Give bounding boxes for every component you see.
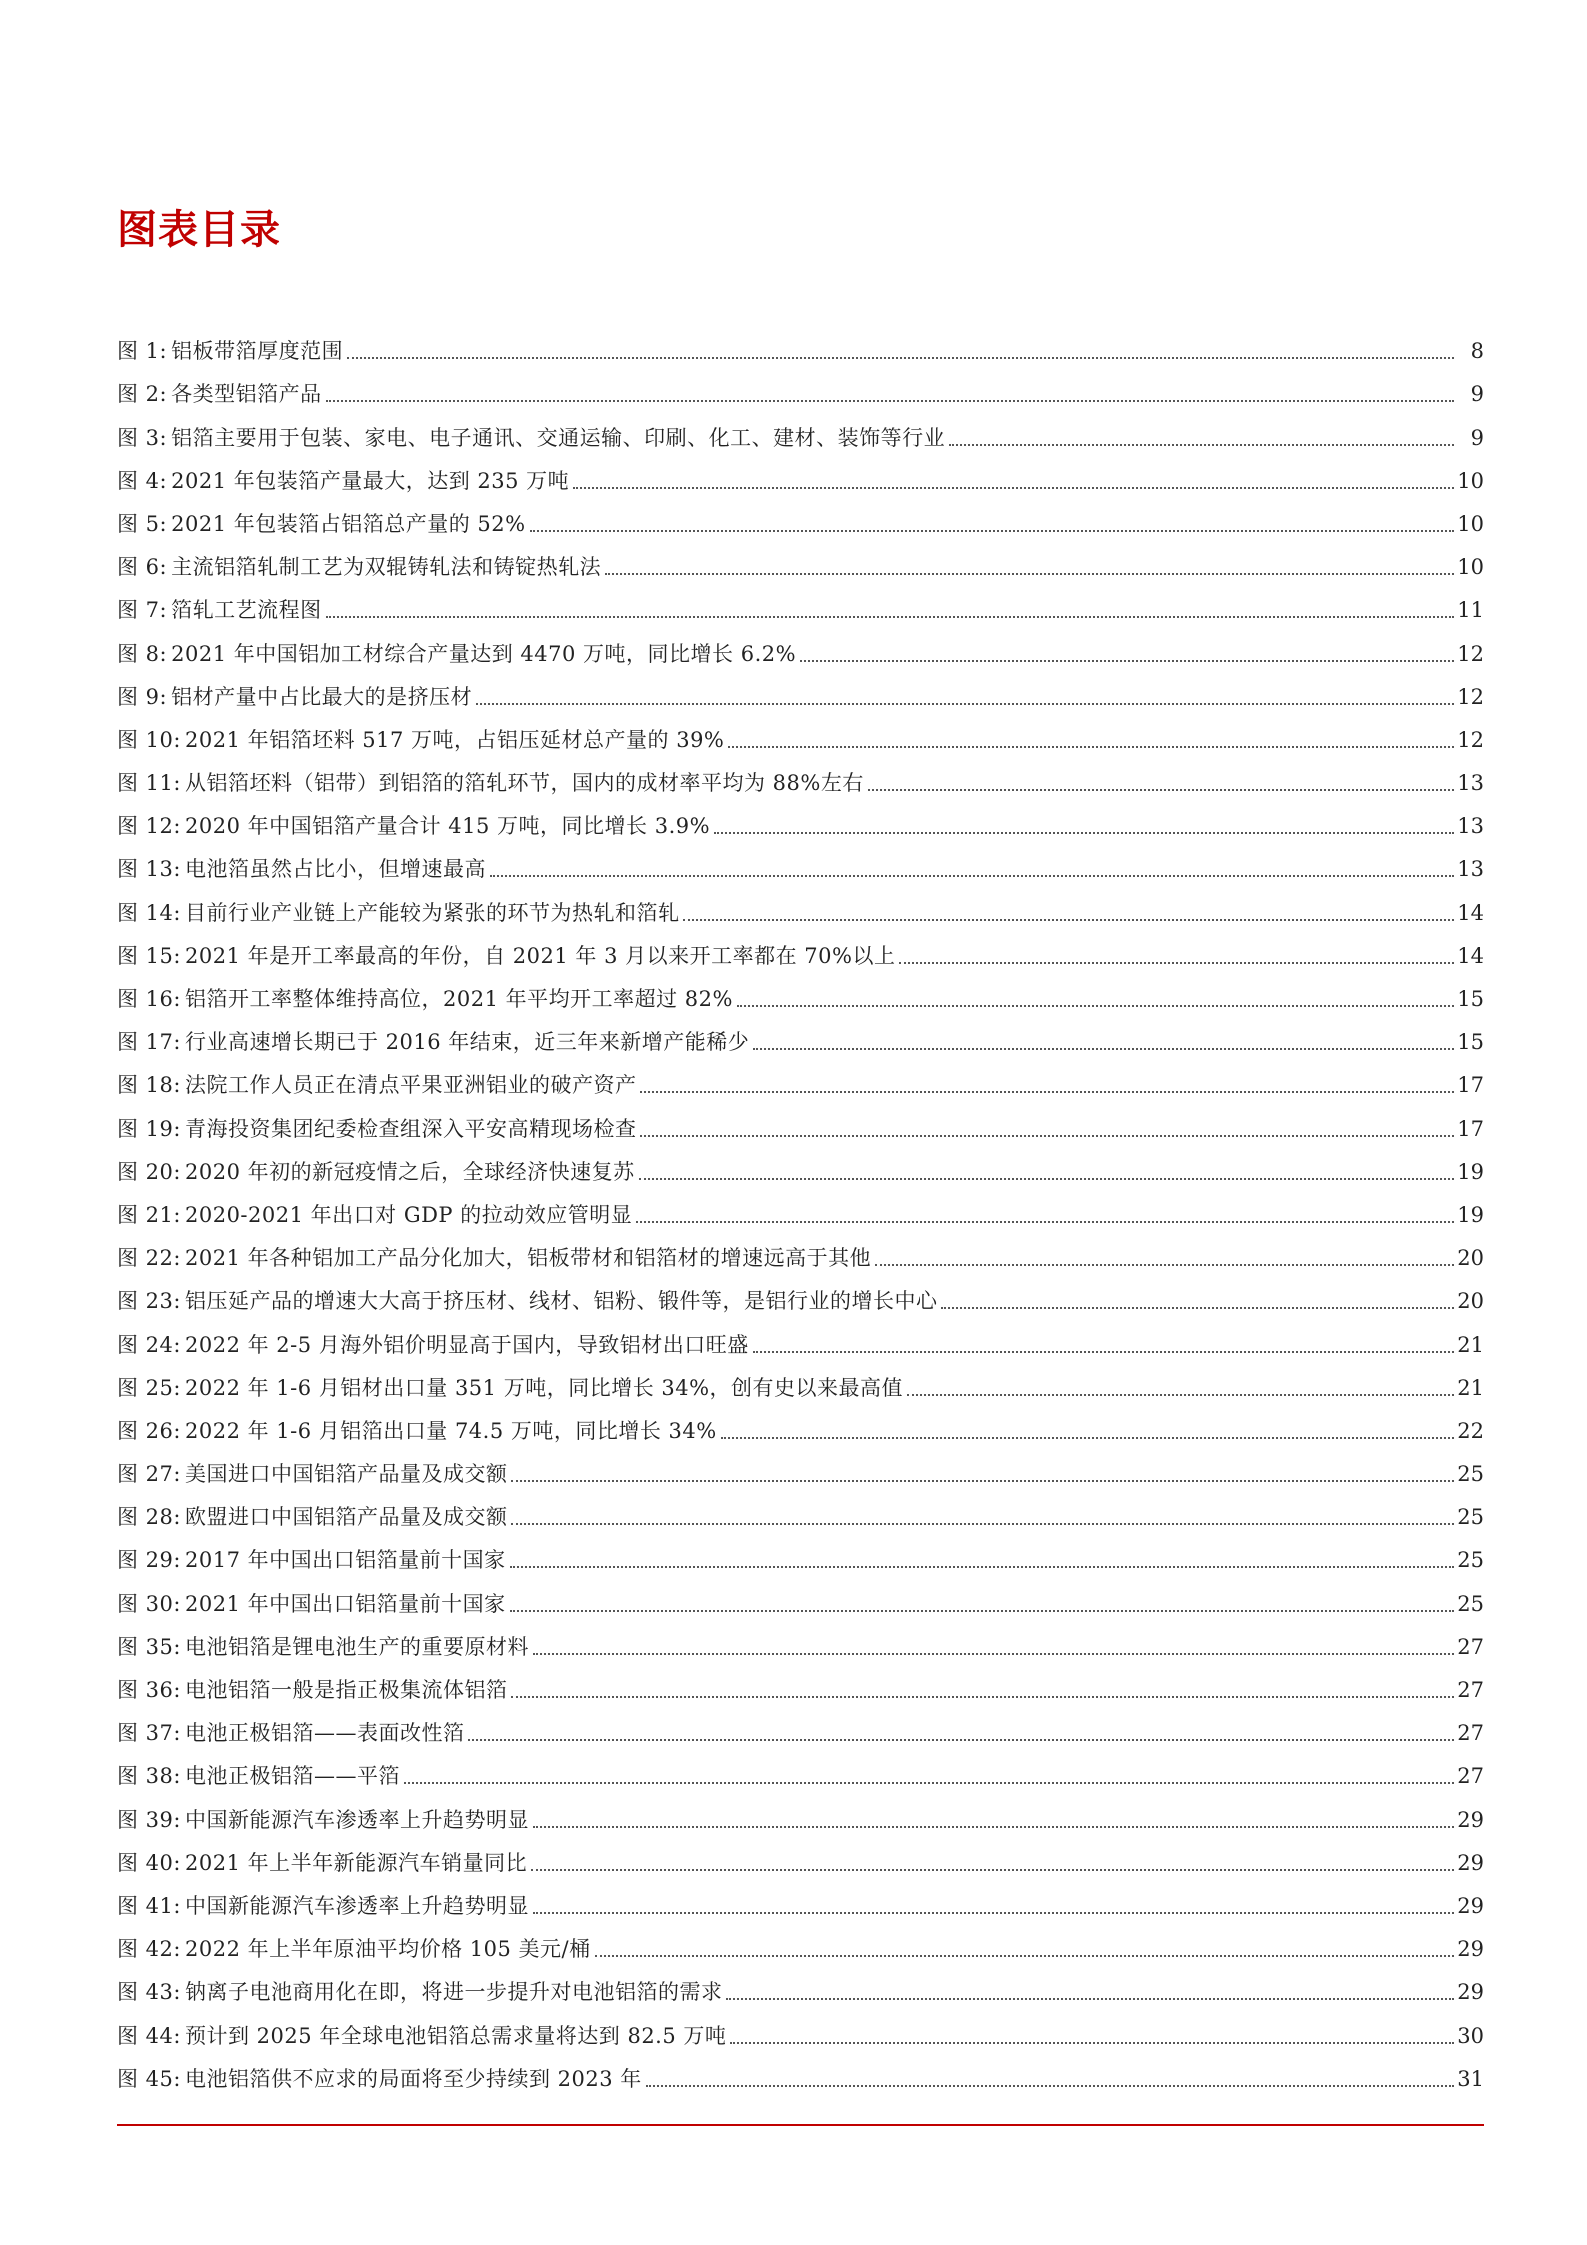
toc-entry-leader-dots: [511, 1523, 1454, 1525]
toc-entry[interactable]: [117, 970, 1484, 1013]
toc-entry-caption: 铝箔主要用于包装、家电、电子通讯、交通运输、印刷、化工、建材、装饰等行业: [171, 425, 946, 450]
toc-entry-caption: 2022 年 1-6 月铝材出口量 351 万吨，同比增长 34%，创有史以来最高值: [184, 1375, 904, 1400]
toc-entry[interactable]: [117, 1445, 1484, 1488]
toc-entry-label: 图 27:: [117, 1462, 181, 1487]
toc-entry-caption: 预计到 2025 年全球电池铝箔总需求量将达到 82.5 万吨: [184, 2023, 727, 2048]
toc-entry[interactable]: [117, 754, 1484, 797]
toc-entry-caption: 欧盟进口中国铝箔产品量及成交额: [184, 1505, 508, 1530]
toc-entry-caption: 青海投资集团纪委检查组深入平安高精现场检查: [184, 1116, 637, 1141]
page-title: 图表目录: [117, 207, 281, 253]
toc-entry-caption: 2021 年中国铝加工材综合产量达到 4470 万吨，同比增长 6.2%: [171, 641, 797, 666]
toc-entry-page-number: 22: [1457, 1418, 1484, 1443]
toc-entry-leader-dots: [530, 530, 1454, 532]
toc-entry-label: 图 38:: [117, 1764, 181, 1789]
toc-entry-leader-dots: [875, 1264, 1454, 1266]
toc-entry-caption: 2021 年包装箔产量最大，达到 235 万吨: [171, 468, 570, 493]
toc-entry-label: 图 44:: [117, 2023, 181, 2048]
toc-entry-label: 图 20:: [117, 1159, 181, 1184]
toc-entry-page-number: 27: [1457, 1678, 1484, 1702]
toc-entry-page-number: 12: [1457, 641, 1484, 666]
toc-entry-page-number: 11: [1457, 598, 1484, 623]
toc-entry-leader-dots: [800, 660, 1454, 662]
toc-entry[interactable]: [117, 1402, 1484, 1445]
toc-entry[interactable]: [117, 1013, 1484, 1056]
toc-entry-label: 图 39:: [117, 1807, 181, 1832]
toc-entry-leader-dots: [533, 1653, 1454, 1655]
toc-entry-label: 图 25:: [117, 1375, 181, 1400]
toc-entry-label: 图 17:: [117, 1030, 181, 1055]
toc-entry[interactable]: [117, 1618, 1484, 1661]
toc-entry[interactable]: [117, 495, 1484, 538]
toc-entry-page-number: 15: [1457, 1030, 1484, 1055]
toc-entry-caption: 2020 年初的新冠疫情之后，全球经济快速复苏: [184, 1159, 635, 1184]
toc-entry-leader-dots: [490, 875, 1454, 877]
toc-entry-leader-dots: [737, 1005, 1454, 1007]
toc-entry-label: 图 29:: [117, 1548, 181, 1573]
toc-entry-caption: 铝材产量中占比最大的是挤压材: [171, 684, 473, 709]
toc-entry-label: 图 9:: [117, 684, 168, 709]
toc-entry-leader-dots: [468, 1739, 1454, 1741]
toc-entry-caption: 2021 年各种铝加工产品分化加大，铝板带材和铝箔材的增速远高于其他: [184, 1246, 872, 1271]
toc-entry-leader-dots: [868, 789, 1454, 791]
toc-entry-leader-dots: [510, 1610, 1454, 1612]
toc-entry-page-number: 29: [1457, 1807, 1484, 1832]
toc-entry-page-number: 10: [1457, 468, 1484, 493]
toc-entry-label: 图 16:: [117, 987, 181, 1011]
toc-entry-page-number: 20: [1457, 1289, 1484, 1314]
toc-entry[interactable]: [117, 1315, 1484, 1358]
toc-entry-label: 图 36:: [117, 1678, 181, 1702]
figure-toc-list: [117, 322, 1484, 2093]
toc-entry[interactable]: [117, 840, 1484, 883]
toc-entry-leader-dots: [726, 1998, 1454, 2000]
toc-entry-caption: 从铝箔坯料（铝带）到铝箔的箔轧环节，国内的成材率平均为 88%左右: [184, 771, 864, 796]
toc-entry[interactable]: [117, 1359, 1484, 1402]
toc-entry-leader-dots: [646, 2085, 1454, 2087]
toc-entry-caption: 电池正极铝箔——表面改性箔: [184, 1721, 465, 1746]
toc-entry-leader-dots: [595, 1955, 1454, 1957]
toc-entry-label: 图 1:: [117, 339, 168, 364]
toc-entry[interactable]: [117, 322, 1484, 365]
toc-entry[interactable]: [117, 581, 1484, 624]
toc-entry-label: 图 4:: [117, 468, 168, 493]
toc-entry-leader-dots: [533, 1912, 1454, 1914]
toc-entry-label: 图 37:: [117, 1721, 181, 1746]
footer-divider: [117, 2124, 1484, 2126]
toc-entry-leader-dots: [728, 746, 1454, 748]
toc-entry-leader-dots: [511, 1480, 1454, 1482]
toc-entry-page-number: 20: [1457, 1246, 1484, 1271]
toc-entry[interactable]: [117, 1704, 1484, 1747]
toc-entry[interactable]: [117, 624, 1484, 667]
toc-entry[interactable]: [117, 1877, 1484, 1920]
toc-entry-caption: 2020 年中国铝箔产量合计 415 万吨，同比增长 3.9%: [184, 814, 711, 839]
toc-entry-label: 图 22:: [117, 1246, 181, 1271]
toc-entry-caption: 2022 年 1-6 月铝箔出口量 74.5 万吨，同比增长 34%: [184, 1418, 717, 1443]
toc-entry-leader-dots: [404, 1782, 1454, 1784]
toc-entry-label: 图 6:: [117, 555, 168, 580]
toc-entry-label: 图 26:: [117, 1418, 181, 1443]
toc-entry[interactable]: [117, 1272, 1484, 1315]
toc-entry-caption: 电池正极铝箔——平箔: [184, 1764, 400, 1789]
toc-entry[interactable]: [117, 1056, 1484, 1099]
toc-entry-leader-dots: [573, 487, 1454, 489]
toc-entry-page-number: 27: [1457, 1634, 1484, 1659]
toc-entry-page-number: 14: [1457, 900, 1484, 925]
toc-entry-leader-dots: [721, 1437, 1454, 1439]
toc-entry-leader-dots: [533, 1826, 1454, 1828]
toc-entry-page-number: 21: [1457, 1375, 1484, 1400]
toc-entry-label: 图 41:: [117, 1893, 181, 1918]
toc-entry[interactable]: [117, 1747, 1484, 1790]
toc-entry-page-number: 30: [1457, 2023, 1484, 2048]
toc-entry-caption: 箔轧工艺流程图: [171, 598, 322, 623]
toc-entry-label: 图 5:: [117, 511, 168, 536]
toc-entry-leader-dots: [476, 703, 1454, 705]
toc-entry-caption: 中国新能源汽车渗透率上升趋势明显: [184, 1893, 529, 1918]
toc-entry-leader-dots: [907, 1394, 1454, 1396]
toc-entry-label: 图 21:: [117, 1202, 181, 1227]
toc-entry-caption: 2017 年中国出口铝箔量前十国家: [184, 1548, 506, 1573]
toc-entry-label: 图 15:: [117, 943, 181, 968]
toc-entry[interactable]: [117, 797, 1484, 840]
toc-entry-label: 图 23:: [117, 1289, 181, 1314]
toc-entry-label: 图 30:: [117, 1591, 181, 1616]
toc-entry[interactable]: [117, 668, 1484, 711]
toc-entry-page-number: 17: [1457, 1116, 1484, 1141]
toc-entry-caption: 2021 年是开工率最高的年份，自 2021 年 3 月以来开工率都在 70%以上: [184, 943, 896, 968]
toc-entry-page-number: 25: [1457, 1462, 1484, 1487]
toc-entry-page-number: 15: [1457, 987, 1484, 1011]
toc-entry-caption: 各类型铝箔产品: [171, 382, 322, 407]
toc-entry-page-number: 21: [1457, 1332, 1484, 1357]
toc-entry-page-number: 12: [1457, 727, 1484, 752]
toc-entry-page-number: 14: [1457, 943, 1484, 968]
toc-entry[interactable]: [117, 711, 1484, 754]
toc-entry-label: 图 18:: [117, 1073, 181, 1098]
toc-entry-label: 图 8:: [117, 641, 168, 666]
toc-entry-label: 图 19:: [117, 1116, 181, 1141]
toc-entry-leader-dots: [640, 1091, 1454, 1093]
toc-entry[interactable]: [117, 1661, 1484, 1704]
toc-entry[interactable]: [117, 1963, 1484, 2006]
toc-entry[interactable]: [117, 1574, 1484, 1617]
toc-entry-leader-dots: [347, 357, 1454, 359]
toc-entry-page-number: 29: [1457, 1937, 1484, 1962]
toc-entry-page-number: 9: [1470, 382, 1484, 407]
toc-entry-caption: 2021 年铝箔坯料 517 万吨，占铝压延材总产量的 39%: [184, 727, 725, 752]
toc-entry-leader-dots: [605, 573, 1454, 575]
toc-entry-page-number: 13: [1457, 857, 1484, 882]
toc-entry-caption: 电池箔虽然占比小，但增速最高: [184, 857, 486, 882]
toc-entry-label: 图 28:: [117, 1505, 181, 1530]
toc-entry-leader-dots: [510, 1566, 1454, 1568]
toc-entry-caption: 2021 年上半年新能源汽车销量同比: [184, 1850, 528, 1875]
toc-entry[interactable]: [117, 1790, 1484, 1833]
toc-entry-page-number: 19: [1457, 1159, 1484, 1184]
toc-entry-page-number: 10: [1457, 555, 1484, 580]
toc-entry-label: 图 35:: [117, 1634, 181, 1659]
toc-entry-caption: 2020-2021 年出口对 GDP 的拉动效应管明显: [184, 1202, 633, 1227]
toc-entry-caption: 2021 年包装箔占铝箔总产量的 52%: [171, 511, 526, 536]
toc-entry-page-number: 17: [1457, 1073, 1484, 1098]
toc-entry-caption: 电池铝箔供不应求的局面将至少持续到 2023 年: [184, 2066, 642, 2091]
toc-entry-page-number: 13: [1457, 771, 1484, 796]
toc-entry-page-number: 29: [1457, 1980, 1484, 2005]
toc-entry-caption: 中国新能源汽车渗透率上升趋势明显: [184, 1807, 529, 1832]
toc-entry-page-number: 31: [1457, 2066, 1484, 2091]
toc-entry-caption: 电池铝箔是锂电池生产的重要原材料: [184, 1634, 529, 1659]
toc-entry[interactable]: [117, 1834, 1484, 1877]
toc-entry[interactable]: [117, 1488, 1484, 1531]
toc-entry-leader-dots: [326, 616, 1454, 618]
toc-entry-caption: 行业高速增长期已于 2016 年结束，近三年来新增产能稀少: [184, 1030, 750, 1055]
toc-entry[interactable]: [117, 365, 1484, 408]
toc-entry-page-number: 27: [1457, 1764, 1484, 1789]
toc-entry-label: 图 13:: [117, 857, 181, 882]
toc-entry-leader-dots: [639, 1178, 1454, 1180]
toc-entry-page-number: 27: [1457, 1721, 1484, 1746]
toc-entry[interactable]: [117, 2006, 1484, 2049]
toc-entry[interactable]: [117, 1186, 1484, 1229]
toc-entry-label: 图 2:: [117, 382, 168, 407]
toc-entry-label: 图 40:: [117, 1850, 181, 1875]
toc-entry-caption: 电池铝箔一般是指正极集流体铝箔: [184, 1678, 508, 1702]
toc-entry-caption: 法院工作人员正在清点平果亚洲铝业的破产资产: [184, 1073, 637, 1098]
toc-entry-leader-dots: [636, 1221, 1454, 1223]
toc-entry-page-number: 25: [1457, 1548, 1484, 1573]
toc-entry-caption: 目前行业产业链上产能较为紧张的环节为热轧和箔轧: [184, 900, 680, 925]
toc-entry-caption: 铝箔开工率整体维持高位，2021 年平均开工率超过 82%: [184, 987, 733, 1011]
toc-entry-page-number: 13: [1457, 814, 1484, 839]
toc-entry[interactable]: [117, 1143, 1484, 1186]
toc-entry-caption: 2022 年上半年原油平均价格 105 美元/桶: [184, 1937, 591, 1962]
toc-entry-page-number: 9: [1470, 425, 1484, 450]
toc-entry-caption: 美国进口中国铝箔产品量及成交额: [184, 1462, 508, 1487]
toc-entry[interactable]: [117, 2050, 1484, 2093]
toc-entry-leader-dots: [683, 919, 1454, 921]
toc-entry-label: 图 14:: [117, 900, 181, 925]
toc-entry-page-number: 12: [1457, 684, 1484, 709]
toc-entry-leader-dots: [511, 1696, 1454, 1698]
toc-entry-page-number: 19: [1457, 1202, 1484, 1227]
toc-entry-label: 图 43:: [117, 1980, 181, 2005]
toc-entry[interactable]: [117, 1229, 1484, 1272]
toc-entry[interactable]: [117, 408, 1484, 451]
toc-entry-caption: 2021 年中国出口铝箔量前十国家: [184, 1591, 506, 1616]
toc-entry-leader-dots: [753, 1048, 1454, 1050]
toc-entry[interactable]: [117, 538, 1484, 581]
toc-entry-label: 图 11:: [117, 771, 181, 796]
toc-entry[interactable]: [117, 883, 1484, 926]
toc-entry-page-number: 10: [1457, 511, 1484, 536]
toc-entry-label: 图 7:: [117, 598, 168, 623]
toc-entry-leader-dots: [941, 1307, 1454, 1309]
toc-entry-leader-dots: [640, 1135, 1454, 1137]
toc-entry-leader-dots: [730, 2042, 1454, 2044]
toc-entry-caption: 铝板带箔厚度范围: [171, 339, 344, 364]
toc-entry-page-number: 25: [1457, 1591, 1484, 1616]
toc-entry[interactable]: [117, 452, 1484, 495]
toc-entry-caption: 钠离子电池商用化在即，将进一步提升对电池铝箔的需求: [184, 1980, 723, 2005]
toc-entry-leader-dots: [899, 962, 1454, 964]
toc-entry-caption: 铝压延产品的增速大大高于挤压材、线材、铝粉、锻件等，是铝行业的增长中心: [184, 1289, 938, 1314]
toc-entry-label: 图 12:: [117, 814, 181, 839]
toc-entry-page-number: 8: [1470, 339, 1484, 364]
toc-entry-leader-dots: [753, 1351, 1454, 1353]
toc-entry-leader-dots: [326, 400, 1454, 402]
toc-entry[interactable]: [117, 1920, 1484, 1963]
toc-entry-page-number: 29: [1457, 1893, 1484, 1918]
toc-entry-page-number: 29: [1457, 1850, 1484, 1875]
toc-entry[interactable]: [117, 1531, 1484, 1574]
toc-entry-leader-dots: [949, 444, 1454, 446]
toc-entry-leader-dots: [531, 1869, 1454, 1871]
toc-entry-label: 图 3:: [117, 425, 168, 450]
toc-entry-label: 图 45:: [117, 2066, 181, 2091]
toc-entry-label: 图 24:: [117, 1332, 181, 1357]
toc-entry-leader-dots: [714, 832, 1454, 834]
toc-entry-label: 图 10:: [117, 727, 181, 752]
toc-entry-caption: 2022 年 2-5 月海外铝价明显高于国内，导致铝材出口旺盛: [184, 1332, 749, 1357]
toc-entry-label: 图 42:: [117, 1937, 181, 1962]
toc-entry[interactable]: [117, 927, 1484, 970]
toc-entry-caption: 主流铝箔轧制工艺为双辊铸轧法和铸锭热轧法: [171, 555, 602, 580]
toc-entry-page-number: 25: [1457, 1505, 1484, 1530]
toc-entry[interactable]: [117, 1099, 1484, 1142]
